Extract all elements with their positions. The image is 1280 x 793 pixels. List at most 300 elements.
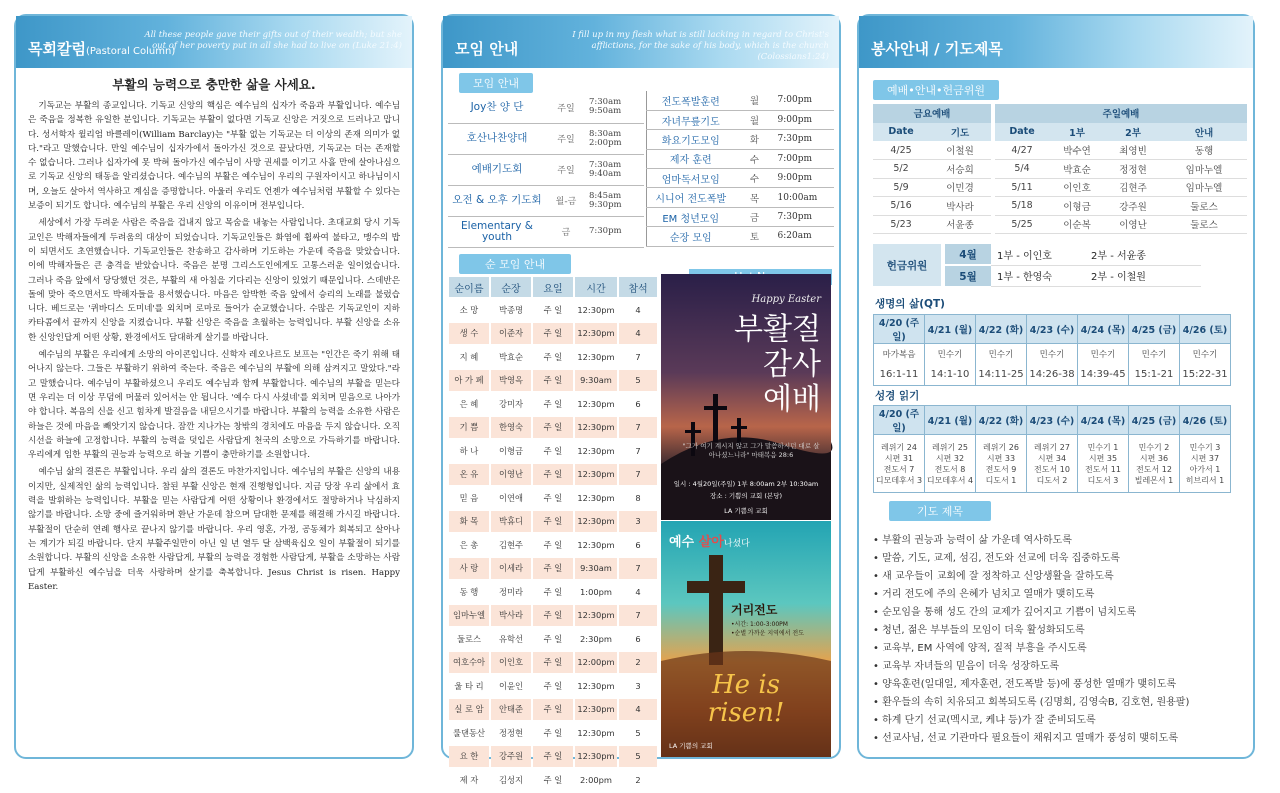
small-group-row bbox=[449, 299, 657, 321]
small-group-row bbox=[449, 722, 657, 744]
worship-cell: 서윤종 bbox=[929, 215, 993, 234]
small-group-cell: 12:30pm bbox=[577, 680, 615, 691]
small-group-cell: 12:30pm bbox=[575, 323, 617, 345]
small-group-cell: 12:00pm bbox=[575, 652, 617, 674]
qt-day: 4/21 (월) bbox=[925, 315, 976, 344]
small-group-cell: 강주원 bbox=[491, 746, 531, 768]
small-group-cell: 12:30pm bbox=[577, 398, 615, 409]
small-group-cell: 제 자 bbox=[459, 774, 479, 785]
meeting-time-1: 8:30am bbox=[589, 128, 622, 139]
poster-verse: "그가 여기 계시지 않고 그가 말씀하시던 대로 살아나셨느니라" 마태복음 28:6 bbox=[682, 442, 820, 459]
reading-line: 전도서 11 bbox=[1085, 464, 1121, 474]
worship-cell: 강주원 bbox=[1105, 197, 1161, 216]
small-group-cell: 2 bbox=[635, 774, 641, 785]
reading-cell bbox=[874, 435, 925, 493]
reading-line: 빌레몬서 1 bbox=[1134, 475, 1174, 485]
worship-cell: 임마누엘 bbox=[1161, 160, 1247, 179]
small-group-cell: 이윤인 bbox=[498, 680, 524, 691]
reading-line: 시편 36 bbox=[1139, 453, 1169, 463]
qt-label: 생명의 삶(QT) bbox=[875, 298, 945, 310]
worship-cell: 이철원 bbox=[929, 141, 993, 160]
worship-cell: 임마누엘 bbox=[1161, 178, 1247, 197]
small-group-cell: 8 bbox=[635, 492, 641, 503]
bible-reading-table bbox=[873, 405, 1231, 493]
small-group-cell: 주 일 bbox=[543, 539, 563, 550]
small-group-cell: 7 bbox=[635, 445, 641, 456]
worship-row bbox=[873, 215, 1247, 234]
worship-row bbox=[873, 160, 1247, 179]
small-group-cell: 6 bbox=[635, 398, 641, 409]
small-group-row bbox=[449, 440, 657, 462]
small-group-row bbox=[449, 628, 657, 650]
small-group-cell: 주 일 bbox=[543, 586, 563, 597]
reading-line: 시편 37 bbox=[1190, 453, 1220, 463]
small-group-cell: 박효순 bbox=[498, 351, 524, 362]
meeting-time: 6:20am bbox=[775, 227, 835, 246]
worship-cell: 5/25 bbox=[993, 215, 1049, 234]
reading-line: 민수기 3 bbox=[1189, 442, 1221, 452]
reading-line: 디도서 2 bbox=[1036, 475, 1068, 485]
reading-cell bbox=[1027, 435, 1078, 493]
worship-row bbox=[873, 178, 1247, 197]
offering-first: 1부 - 한영숙 bbox=[991, 265, 1091, 286]
small-group-col-header: 요일 bbox=[533, 277, 573, 297]
qt-day: 4/20 (주일) bbox=[874, 315, 925, 344]
meeting-day: 월 bbox=[735, 91, 775, 110]
meeting-row bbox=[647, 169, 835, 188]
sermon-paragraph: 예수님의 부활은 우리에게 소망의 아이콘입니다. 신학자 레오나르도 보프는 "인간은 죽기 위해 태어나지 않는다. 그들은 부활하기 위하여 죽는다. 죽음은 예수님의 부활에 의해 삼켜지고 말았다."라고 말했습니다. 예수님이 부활하셨으니 우리도 예수님과 함께 부활합니다. 예수님의 부활을 믿는다면 우리는 더 이상 무덤에 머물러 있어서는 안 됩니다. '예수 다시 사셨네'를 외치며 믿음으로 나아가야 합니다. 복음의 신을 신고 힘차게 발걸음을 내딛으시기를 바랍니다. 부활의 능력을 소유한 사람은 하늘은 것에 마음을 빼앗기지 않습니다. 잠깐 지나가는 창밖의 경치에도 마음을 두지 않습니다. 오직 시선을 하늘에 고정합니다. 부활의 능력을 덧입은 사람답게 천국의 소망으로 가득하기를 바랍니다. 우리에게 임한 부활의 권능과 능력으로 하늘 기쁨이 충만하기를 소원합니다. bbox=[28, 350, 400, 461]
poster-church: LA 기쁨의 교회 bbox=[724, 507, 768, 515]
meeting-time bbox=[586, 216, 644, 247]
small-group-cell: 주 일 bbox=[543, 351, 563, 362]
small-group-cell: 아 가 페 bbox=[449, 370, 489, 392]
small-group-cell: 6 bbox=[635, 633, 641, 644]
poster2-info2: •순별 가까운 지역에서 전도 bbox=[731, 630, 805, 637]
qt-day: 4/22 (화) bbox=[976, 315, 1027, 344]
worship-cell: 5/11 bbox=[993, 178, 1049, 197]
offering-label: 헌금위원 bbox=[873, 244, 943, 286]
meeting-table-left bbox=[448, 92, 644, 248]
meeting-row bbox=[448, 123, 644, 154]
small-group-row bbox=[449, 370, 657, 392]
small-group-cell: 주 일 bbox=[543, 727, 563, 738]
small-group-cell: 둘로스 bbox=[456, 633, 482, 644]
small-group-cell: 김성지 bbox=[498, 774, 524, 785]
small-group-cell: 하 나 bbox=[459, 445, 479, 456]
small-group-cell: 주 일 bbox=[533, 323, 573, 345]
reading-line: 디도서 1 bbox=[985, 475, 1017, 485]
small-group-row bbox=[449, 769, 657, 791]
small-group-cell: 12:30pm bbox=[575, 464, 617, 486]
prayer-item: • 부활의 권능과 능력이 삶 가운데 역사하도록 bbox=[873, 532, 1189, 550]
small-group-row bbox=[449, 534, 657, 556]
small-group-cell: 이준자 bbox=[491, 323, 531, 345]
small-group-cell: 12:30pm bbox=[577, 445, 615, 456]
reading-day: 4/23 (수) bbox=[1027, 406, 1078, 435]
small-group-cell: 12:30pm bbox=[577, 539, 615, 550]
meeting-day: 목 bbox=[735, 188, 775, 207]
reading-cell bbox=[1078, 435, 1129, 493]
reading-line: 히브리서 1 bbox=[1185, 475, 1225, 485]
offering-table bbox=[873, 244, 1201, 287]
worship-cell: 최영빈 bbox=[1105, 141, 1161, 160]
reading-day: 4/22 (화) bbox=[976, 406, 1027, 435]
small-group-col-header: 순이름 bbox=[449, 277, 489, 297]
worship-cell: 이민경 bbox=[929, 178, 993, 197]
small-group-row bbox=[449, 746, 657, 768]
usher-label: 예배•안내•헌금위원 bbox=[873, 79, 999, 100]
worship-cell: 5/23 bbox=[873, 215, 929, 234]
small-group-cell: 기 쁨 bbox=[449, 417, 489, 439]
reading-line: 민수기 1 bbox=[1087, 442, 1119, 452]
meeting-row bbox=[448, 92, 644, 123]
meeting-label: 모임 안내 bbox=[459, 72, 533, 93]
small-group-cell: 사 랑 bbox=[449, 558, 489, 580]
small-group-cell: 2:00pm bbox=[580, 774, 612, 785]
worship-cell: 이형금 bbox=[1049, 197, 1105, 216]
small-group-cell: 안태준 bbox=[491, 699, 531, 721]
reading-line: 디모데후서 3 bbox=[875, 475, 923, 485]
small-group-cell: 12:30pm bbox=[577, 304, 615, 315]
small-group-cell: 박종명 bbox=[498, 304, 524, 315]
small-group-cell: 12:30pm bbox=[577, 492, 615, 503]
meeting-table-right bbox=[646, 91, 834, 247]
small-group-cell: 12:30pm bbox=[575, 746, 617, 768]
small-group-cell: 정정현 bbox=[498, 727, 524, 738]
worship-row bbox=[873, 141, 1247, 160]
meeting-name: 화요기도모임 bbox=[647, 130, 735, 149]
meeting-day: 수 bbox=[735, 149, 775, 168]
small-group-row bbox=[449, 558, 657, 580]
poster-title: 부활절 감사 예배 bbox=[734, 312, 821, 417]
small-group-cell: 주 일 bbox=[533, 746, 573, 768]
small-group-row bbox=[449, 323, 657, 345]
small-group-label: 순 모임 안내 bbox=[459, 253, 571, 274]
worship-cell: 이인호 bbox=[1049, 178, 1105, 197]
reading-line: 전도서 8 bbox=[934, 464, 966, 474]
meeting-row bbox=[647, 207, 835, 226]
meeting-name: 예배기도회 bbox=[448, 154, 546, 185]
small-group-cell: 이형금 bbox=[498, 445, 524, 456]
friday-service-header: 금요예배 bbox=[873, 104, 993, 123]
small-group-cell: 박영옥 bbox=[491, 370, 531, 392]
small-group-cell: 주 일 bbox=[543, 774, 563, 785]
small-group-cell: 주 일 bbox=[543, 304, 563, 315]
header-verse: All these people gave their gifts out of their wealth; but she out of her poverty put in all she had to live on (Luke 21:4) bbox=[144, 30, 402, 51]
small-group-row bbox=[449, 581, 657, 603]
meeting-name: Elementary & youth bbox=[448, 216, 546, 247]
meeting-row bbox=[448, 154, 644, 185]
meeting-day: 금 bbox=[546, 216, 586, 247]
meeting-name: 호산나찬양대 bbox=[448, 123, 546, 154]
meeting-time: 7:00pm bbox=[775, 149, 835, 168]
worship-cell: 이순복 bbox=[1049, 215, 1105, 234]
easter-service-poster[interactable] bbox=[661, 274, 831, 520]
prayer-item: • 새 교우들이 교회에 잘 정착하고 신앙생활을 잘하도록 bbox=[873, 568, 1189, 586]
worship-cell: 박수연 bbox=[1049, 141, 1105, 160]
sermon-title: 부활의 능력으로 충만한 삶을 사세요. bbox=[112, 77, 316, 92]
small-group-cell: 7 bbox=[619, 558, 657, 580]
prayer-item: • 선교사님, 선교 기관마다 필요들이 채워지고 열매가 풍성히 맺히도록 bbox=[873, 730, 1189, 748]
worship-cell: 동행 bbox=[1161, 141, 1247, 160]
qt-book: 민수기 bbox=[925, 344, 976, 364]
meeting-header bbox=[443, 16, 839, 68]
meeting-name: 자녀무릎기도 bbox=[647, 110, 735, 129]
meeting-row bbox=[647, 130, 835, 149]
small-group-row bbox=[449, 487, 657, 509]
small-group-cell: 소 망 bbox=[459, 304, 479, 315]
small-group-cell: 주 일 bbox=[533, 558, 573, 580]
sermon-paragraph: 세상에서 가장 두려운 사람은 죽음을 겁내지 않고 목숨을 내놓는 사람입니다. 초대교회 당시 기독교인은 박해자들에게 두려움의 대상이 되었습니다. 기독교인들은 화염에 휩싸여 불타고, 맹수의 밥이 되면서도 초연했습니다. 기독교인들은 찬송하고 감사하며 기도하는 가운데 죽음을 맞았습니다. 이에 박해자들은 큰 충격을 받았습니다. 죽음은 분명 그리스도인에게도 고통스러운 일이었습니다. 그러나 죽음 앞에서 당당했던 것은, 부활의 새 아침을 기다리는 신앙이 있었기 때문입니다. 스데반은 돌에 맞아 죽으면서도 박해자들을 용서했습니다. 마음은 암박한 죽음 앞에서 승리의 노래를 불렀습니다. 베드로는 '퀴바디스 도미네'를 외치며 로마로 들어가 순교했습니다. 수많은 기독교인이 지하 카타콤에서 끝까지 신앙을 지켰습니다. 부활 신앙은 죽음을 초월하는 능력입니다. 부활 신앙을 소유한 신앙인답게 어떤 상황, 환경에서도 담대하게 살기를 바랍니다. bbox=[28, 218, 400, 343]
meeting-day: 월-금 bbox=[546, 185, 586, 216]
small-group-cell: 이인호 bbox=[491, 652, 531, 674]
meeting-row bbox=[647, 110, 835, 129]
meeting-day: 주일 bbox=[546, 92, 586, 123]
poster-place: 장소 : 기쁨의 교회 (본당) bbox=[709, 492, 783, 500]
poster-tag: Happy Easter bbox=[751, 294, 821, 305]
reading-cell bbox=[976, 435, 1027, 493]
small-group-cell: 12:30pm bbox=[575, 699, 617, 721]
meeting-time-2: 9:50am bbox=[589, 106, 622, 117]
small-group-cell: 룰댄동산 bbox=[452, 727, 486, 738]
small-group-cell: 여호수아 bbox=[449, 652, 489, 674]
small-group-cell: 12:30pm bbox=[575, 605, 617, 627]
reading-line: 레위기 27 bbox=[1034, 442, 1070, 452]
sermon-paragraph: 예수님 삶의 결론은 부활입니다. 우리 삶의 결론도 마찬가지입니다. 예수님의 부활은 신앙의 내용이지만, 실제적인 삶의 능력입니다. 참된 부활 신앙은 현재 진행형입니다. 지금 당장 우리 삶에서 효력을 발휘하는 능력입니다. 부활을 믿는 사람답게 어떤 상황이나 환경에서도 절망하거나 낙심하지 않기를 바랍니다. 소망 중에 즐거워하며 환난 가운데 참으며 담대한 문제를 해결해 가시길 바랍니다. 부활절이 단순히 연례 행사로 끝나지 않기를 바랍니다. 우리 영혼, 가정, 공동체가 회복되고 살아나는 계기가 되길 바랍니다. 단지 부활주일만이 아닌 일 년 열두 달 삼백육십오 일이 부활절이 되기를 소원합니다. 부활의 신앙을 소유한 사람답게, 부활의 능력을 경험한 사람답게, 부활을 소망하는 사람답게 부활하신 예수님을 더욱 사랑하며 살기를 축복합니다. Jesus Christ is risen. Happy Easter. bbox=[28, 467, 400, 592]
small-group-cell: 4 bbox=[619, 323, 657, 345]
small-group-cell: 박사라 bbox=[491, 605, 531, 627]
prayer-list bbox=[873, 532, 1189, 748]
prayer-item: • 순모임을 통해 성도 간의 교제가 깊어지고 기쁨이 넘치도록 bbox=[873, 604, 1189, 622]
qt-day: 4/25 (금) bbox=[1129, 315, 1180, 344]
small-group-cell: 5 bbox=[619, 746, 657, 768]
small-group-cell: 2 bbox=[619, 652, 657, 674]
worship-cell: 박효순 bbox=[1049, 160, 1105, 179]
pastoral-column-panel bbox=[14, 14, 414, 759]
reading-line: 시편 33 bbox=[986, 453, 1016, 463]
meeting-time bbox=[586, 185, 644, 216]
small-group-cell: 12:30pm bbox=[577, 351, 615, 362]
reading-line: 아가서 1 bbox=[1189, 464, 1221, 474]
street-evangelism-poster[interactable] bbox=[661, 521, 831, 757]
prayer-item: • 양육훈련(일대일, 제자훈련, 전도폭발 등)에 풍성한 열매가 맺히도록 bbox=[873, 676, 1189, 694]
meeting-time bbox=[586, 154, 644, 185]
small-group-cell: 주 일 bbox=[543, 492, 563, 503]
sermon-paragraph: 기독교는 부활의 종교입니다. 기독교 신앙의 핵심은 예수님의 십자가 죽음과 부활입니다. 예수님은 죽음을 정복한 유일한 분입니다. 기독교는 부활이 없다면 기독교 신앙은 거짓으로 드러나고 맙니다. 성서학자 윌리엄 바클레이(William Barclay)는 "부활 없는 기독교는 더 이상의 존재 의미가 없다."라고 말했습니다. 만일 예수님이 십자가에서 돌아가신 것으로 끝났다면, 기독교는 더는 존재할 수 없습니다. 그러나 십자가에 못 박혀 돌아가신 예수님이 사망 권세를 이기고 사흘 만에 살아나심으로 기독교 신앙의 태동을 알리셨습니다. 예수님의 부활은 예수님이 우리의 구원자이시고 하나님이시며, 오늘도 살아서 역사하고 계심을 증명합니다. 아울러 우리도 언젠가 예수님처럼 부활할 수 있다는 보증이 되기도 합니다. 예수님의 부활은 우리 신앙의 이유이며 전부입니다. bbox=[28, 101, 400, 212]
worship-cell: 정정현 bbox=[1105, 160, 1161, 179]
small-group-row bbox=[449, 464, 657, 486]
worship-cell: 5/9 bbox=[873, 178, 929, 197]
small-group-cell: 주 일 bbox=[543, 445, 563, 456]
worship-cell: 둘로스 bbox=[1161, 215, 1247, 234]
meeting-row bbox=[647, 227, 835, 246]
worship-cell: 5/4 bbox=[993, 160, 1049, 179]
small-group-cell: 생 수 bbox=[449, 323, 489, 345]
prayer-item: • 청년, 젊은 부부들의 모임이 더욱 활성화되도록 bbox=[873, 622, 1189, 640]
qt-day: 4/24 (목) bbox=[1078, 315, 1129, 344]
small-group-cell: 9:30am bbox=[575, 558, 617, 580]
meeting-day: 주일 bbox=[546, 123, 586, 154]
worship-row bbox=[873, 197, 1247, 216]
small-group-row bbox=[449, 511, 657, 533]
poster2-info1: •시간: 1:00-3:00PM bbox=[731, 621, 788, 628]
meeting-time: 7:30pm bbox=[775, 130, 835, 149]
meeting-name: 오전 & 오후 기도회 bbox=[448, 185, 546, 216]
worship-cell: 김현주 bbox=[1105, 178, 1161, 197]
meeting-row bbox=[448, 216, 644, 247]
small-group-row bbox=[449, 652, 657, 674]
reading-line: 시편 32 bbox=[935, 453, 965, 463]
small-group-cell: 이세라 bbox=[491, 558, 531, 580]
small-group-cell: 정미라 bbox=[498, 586, 524, 597]
reading-cell bbox=[1129, 435, 1180, 493]
small-group-cell: 주 일 bbox=[543, 680, 563, 691]
reading-line: 전도서 7 bbox=[883, 464, 915, 474]
bible-reading-label: 성경 읽기 bbox=[875, 390, 920, 402]
sunday-col-header: 2부 bbox=[1105, 123, 1161, 142]
small-group-row bbox=[449, 605, 657, 627]
qt-book: 마가복음 bbox=[874, 344, 925, 364]
service-header bbox=[859, 16, 1253, 68]
small-group-cell: 6 bbox=[635, 539, 641, 550]
friday-col-header: Date bbox=[873, 123, 929, 142]
prayer-item: • 하계 단기 선교(멕시코, 케냐 등)가 잘 준비되도록 bbox=[873, 712, 1189, 730]
small-group-cell: 7 bbox=[619, 417, 657, 439]
small-group-row bbox=[449, 393, 657, 415]
small-group-cell: 이영난 bbox=[491, 464, 531, 486]
prayer-label: 기도 제목 bbox=[889, 500, 991, 521]
small-group-cell: 이연애 bbox=[498, 492, 524, 503]
meeting-time: 10:00am bbox=[775, 188, 835, 207]
sermon-body bbox=[16, 99, 412, 594]
meeting-name: 제자 훈련 bbox=[647, 149, 735, 168]
meeting-time-2: 9:30pm bbox=[589, 199, 622, 210]
reading-line: 시편 31 bbox=[884, 453, 914, 463]
meeting-time: 9:00pm bbox=[775, 169, 835, 188]
small-group-cell: 9:30am bbox=[575, 370, 617, 392]
small-group-col-header: 참석 bbox=[619, 277, 657, 297]
small-group-cell: 주 일 bbox=[533, 699, 573, 721]
small-group-cell: 주 일 bbox=[533, 464, 573, 486]
meeting-name: 시니어 전도폭발 bbox=[647, 188, 735, 207]
qt-ref: 14:26-38 bbox=[1027, 364, 1078, 386]
meeting-info-panel bbox=[441, 14, 841, 785]
meeting-day: 수 bbox=[735, 169, 775, 188]
qt-book: 민수기 bbox=[1027, 344, 1078, 364]
small-group-cell: 화 목 bbox=[449, 511, 489, 533]
small-group-row bbox=[449, 417, 657, 439]
reading-line: 전도서 9 bbox=[985, 464, 1017, 474]
meeting-time-1: 7:30pm bbox=[589, 226, 622, 236]
poster2-script: He is risen! bbox=[707, 670, 785, 728]
service-prayer-panel bbox=[857, 14, 1255, 759]
small-group-cell: 주 일 bbox=[533, 652, 573, 674]
qt-ref: 14:39-45 bbox=[1078, 364, 1129, 386]
poster-info: 일시 : 4월20일(주일) 1부 8:00am 2부 10:30am bbox=[673, 480, 819, 488]
reading-line: 레위기 25 bbox=[932, 442, 968, 452]
worship-cell: 4/27 bbox=[993, 141, 1049, 160]
friday-col-header: 기도 bbox=[929, 123, 993, 142]
small-group-cell: 실 로 암 bbox=[449, 699, 489, 721]
meeting-day: 주일 bbox=[546, 154, 586, 185]
small-group-cell: 3 bbox=[619, 511, 657, 533]
small-group-cell: 4 bbox=[635, 304, 641, 315]
worship-cell: 둘로스 bbox=[1161, 197, 1247, 216]
worship-cell: 5/2 bbox=[873, 160, 929, 179]
reading-cell bbox=[925, 435, 976, 493]
meeting-time: 9:00pm bbox=[775, 110, 835, 129]
qt-day: 4/26 (토) bbox=[1180, 315, 1231, 344]
reading-line: 디모데후서 4 bbox=[926, 475, 974, 485]
meeting-day: 화 bbox=[735, 130, 775, 149]
reading-line: 전도서 12 bbox=[1136, 464, 1172, 474]
qt-ref: 15:1-21 bbox=[1129, 364, 1180, 386]
meeting-day: 금 bbox=[735, 207, 775, 226]
qt-book: 민수기 bbox=[1078, 344, 1129, 364]
reading-line: 전도서 10 bbox=[1034, 464, 1070, 474]
meeting-time-1: 8:45am bbox=[589, 190, 622, 201]
small-group-cell: 박휴디 bbox=[491, 511, 531, 533]
small-group-row bbox=[449, 675, 657, 697]
small-group-cell: 1:00pm bbox=[580, 586, 612, 597]
meeting-time-2: 2:00pm bbox=[589, 137, 622, 148]
small-group-cell: 김현주 bbox=[498, 539, 524, 550]
poster2-headline: 예수 살아나셨다 bbox=[669, 535, 750, 550]
reading-day: 4/25 (금) bbox=[1129, 406, 1180, 435]
meeting-name: Joy찬 양 단 bbox=[448, 92, 546, 123]
prayer-item: • 교육부, EM 사역에 양적, 질적 부흥을 주시도록 bbox=[873, 640, 1189, 658]
small-group-cell: 동 행 bbox=[459, 586, 479, 597]
meeting-time-1: 7:30am bbox=[589, 159, 622, 170]
meeting-name: 엄마독서모임 bbox=[647, 169, 735, 188]
small-group-cell: 3 bbox=[635, 680, 641, 691]
reading-line: 시편 34 bbox=[1037, 453, 1067, 463]
small-group-cell: 4 bbox=[635, 586, 641, 597]
meeting-time: 7:00pm bbox=[775, 91, 835, 110]
reading-day: 4/26 (토) bbox=[1180, 406, 1231, 435]
small-group-cell: 5 bbox=[619, 370, 657, 392]
qt-book: 민수기 bbox=[976, 344, 1027, 364]
small-group-cell: 은 혜 bbox=[459, 398, 479, 409]
worship-cell: 4/25 bbox=[873, 141, 929, 160]
small-group-cell: 유학선 bbox=[498, 633, 524, 644]
small-group-cell: 12:30pm bbox=[577, 727, 615, 738]
reading-day: 4/24 (목) bbox=[1078, 406, 1129, 435]
sunday-col-header: Date bbox=[993, 123, 1049, 142]
reading-line: 민수기 2 bbox=[1138, 442, 1170, 452]
qt-ref: 14:11-25 bbox=[976, 364, 1027, 386]
meeting-time-1: 7:30am bbox=[589, 97, 622, 108]
reading-cell bbox=[1180, 435, 1231, 493]
panel-title: 봉사안내 / 기도제목 bbox=[871, 40, 1003, 58]
small-group-cell: 주 일 bbox=[533, 605, 573, 627]
small-group-cell: 주 일 bbox=[543, 398, 563, 409]
reading-day: 4/20 (주일) bbox=[874, 406, 925, 435]
meeting-row bbox=[647, 149, 835, 168]
small-group-cell: 지 혜 bbox=[459, 351, 479, 362]
header-verse: I fill up in my flesh what is still lacking in regard to Christ's afflictions, for the sake of his body, which is the church (Colossians1:24) bbox=[572, 30, 829, 62]
worship-cell: 5/18 bbox=[993, 197, 1049, 216]
small-group-col-header: 순장 bbox=[491, 277, 531, 297]
qt-table bbox=[873, 314, 1231, 386]
pastoral-column-header bbox=[16, 16, 412, 68]
qt-book: 민수기 bbox=[1129, 344, 1180, 364]
reading-line: 디도서 3 bbox=[1087, 475, 1119, 485]
prayer-item: • 거리 전도에 주의 은혜가 넘치고 열매가 맺히도록 bbox=[873, 586, 1189, 604]
meeting-day: 월 bbox=[735, 110, 775, 129]
sunday-col-header: 1부 bbox=[1049, 123, 1105, 142]
small-group-cell: 12:30pm bbox=[575, 511, 617, 533]
